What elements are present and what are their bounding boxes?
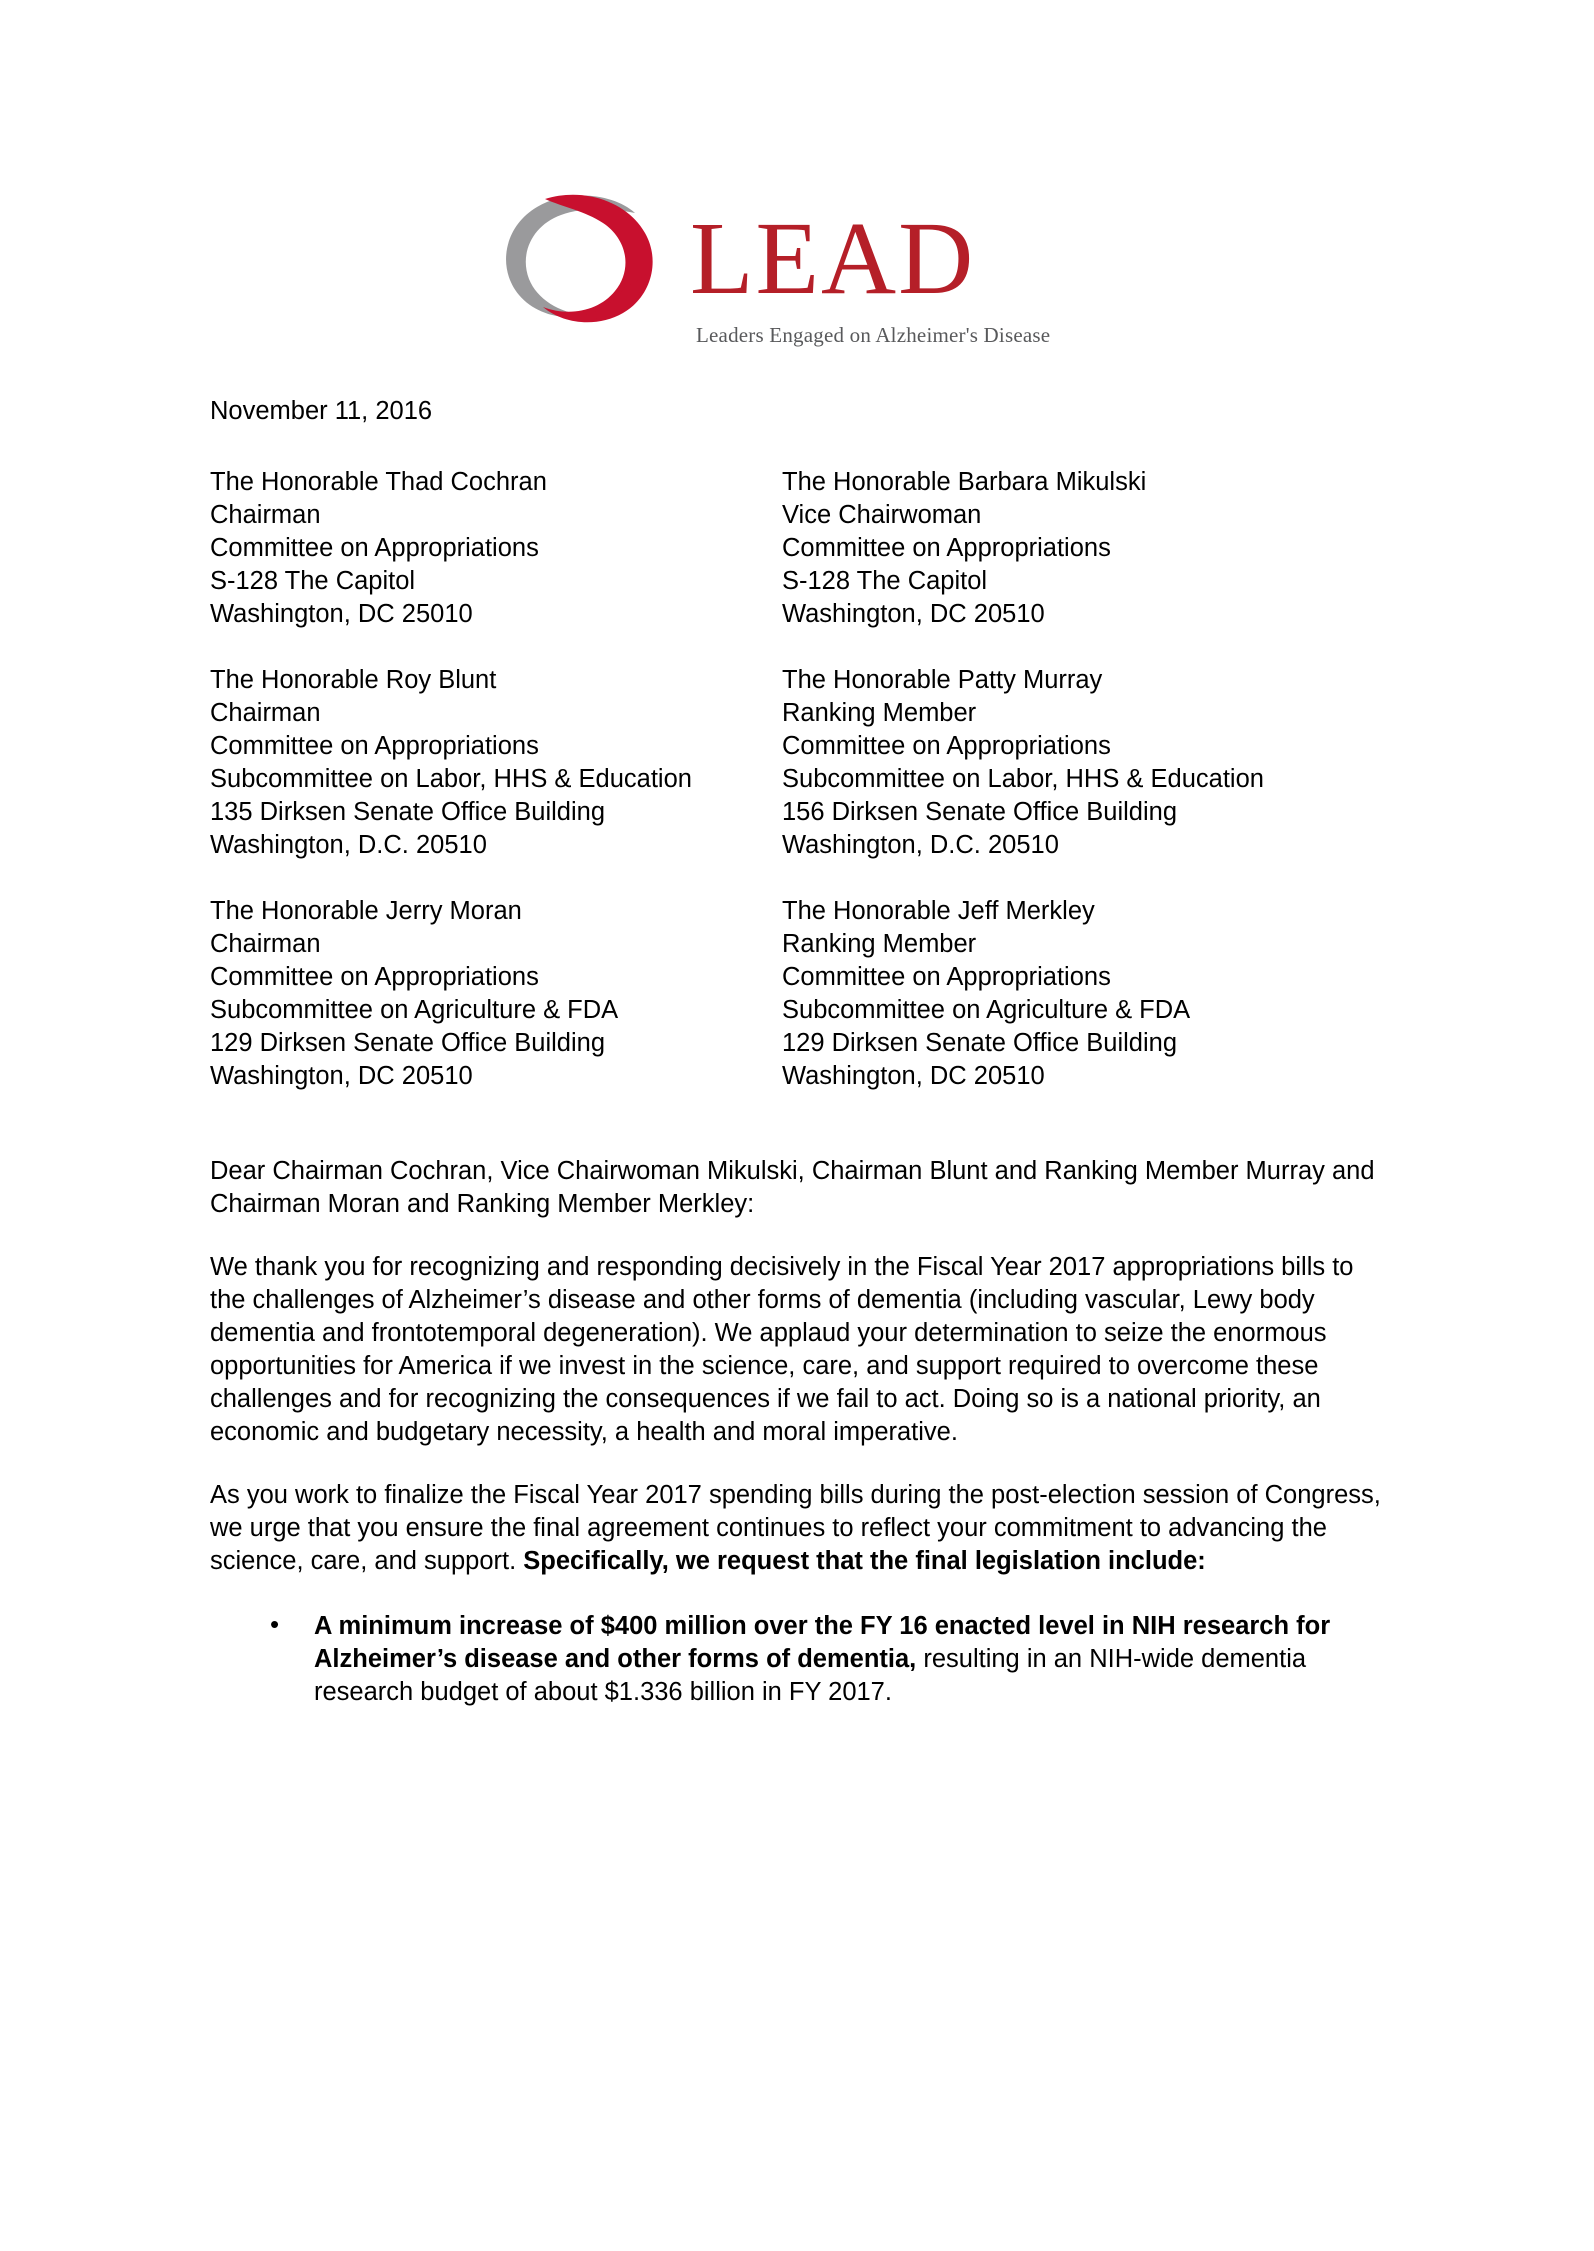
recipient-line: Ranking Member — [782, 930, 977, 958]
document-page — [0, 185, 1594, 2251]
recipient-line: Subcommittee on Labor, HHS & Education — [210, 765, 692, 793]
recipient-line: Chairman — [210, 930, 321, 958]
salutation: Dear Chairman Cochran, Vice Chairwoman Mikulski, Chairman Blunt and Ranking Member Murray and Chairman Moran and Ranking Member Merkley: — [210, 1157, 1375, 1218]
paragraph-2-bold: Specifically, we request that the final legislation include: — [523, 1547, 1206, 1575]
logo-wordmark: LEAD — [690, 201, 976, 316]
recipient-line: Subcommittee on Agriculture & FDA — [210, 996, 619, 1024]
recipient-line: The Honorable Jerry Moran — [210, 897, 522, 925]
list-item — [262, 1610, 1384, 1709]
recipient-line: 135 Dirksen Senate Office Building — [210, 798, 606, 826]
recipient-line: Subcommittee on Agriculture & FDA — [782, 996, 1191, 1024]
recipient-line: Subcommittee on Labor, HHS & Education — [782, 765, 1264, 793]
letterhead-logo — [210, 185, 1384, 385]
recipient-block — [210, 664, 782, 862]
recipient-line: S-128 The Capitol — [210, 567, 416, 595]
recipient-block — [782, 664, 1384, 862]
recipient-line: Washington, D.C. 20510 — [210, 831, 487, 859]
recipient-line: Chairman — [210, 501, 321, 529]
list-item-bold: A minimum increase of $400 million over the FY 16 enacted level in NIH research for Alzheimer’s disease and other forms of dementia, — [314, 1612, 1331, 1673]
lead-swoosh-logo — [485, 191, 680, 331]
letter-date: November 11, 2016 — [210, 397, 433, 425]
recipient-line: The Honorable Patty Murray — [782, 666, 1103, 694]
recipient-line: Washington, D.C. 20510 — [782, 831, 1059, 859]
recipient-line: Vice Chairwoman — [782, 501, 982, 529]
recipient-line: Washington, DC 20510 — [210, 1062, 473, 1090]
recipient-block — [782, 466, 1384, 631]
recipient-line: Committee on Appropriations — [782, 534, 1111, 562]
recipient-line: Committee on Appropriations — [782, 963, 1111, 991]
recipient-block — [210, 895, 782, 1093]
recipient-line: S-128 The Capitol — [782, 567, 988, 595]
letter-body — [210, 395, 1384, 1709]
recipient-line: Chairman — [210, 699, 321, 727]
recipient-line: The Honorable Barbara Mikulski — [782, 468, 1147, 496]
request-list — [210, 1610, 1384, 1709]
recipient-line: 129 Dirksen Senate Office Building — [210, 1029, 606, 1057]
recipient-grid — [210, 466, 1384, 1093]
recipient-line: Washington, DC 20510 — [782, 1062, 1045, 1090]
list-item-plain: resulting in an NIH-wide dementia research budget of about $1.336 billion in FY 2017. — [314, 1645, 1307, 1706]
recipient-line: 156 Dirksen Senate Office Building — [782, 798, 1178, 826]
paragraph-2 — [210, 1479, 1384, 1578]
recipient-line: Committee on Appropriations — [210, 963, 539, 991]
recipient-line: Ranking Member — [782, 699, 977, 727]
recipient-line: 129 Dirksen Senate Office Building — [782, 1029, 1178, 1057]
paragraph-2-plain: As you work to finalize the Fiscal Year 2017 spending bills during the post-election session of Congress, we urge that you ensure the final agreement continues to reflect your commitment to advancing the science, care, and support. — [210, 1481, 1381, 1575]
recipient-line: The Honorable Thad Cochran — [210, 468, 547, 496]
recipient-line: Committee on Appropriations — [210, 732, 539, 760]
logo-tagline: Leaders Engaged on Alzheimer's Disease — [696, 323, 1051, 347]
paragraph-1: We thank you for recognizing and responding decisively in the Fiscal Year 2017 appropriations bills to the challenges of Alzheimer’s disease and other forms of dementia (including vascular, Lewy body dementia and frontotemporal degeneration). We applaud your determination to seize the enormous opportunities for America if we invest in the science, care, and support required to overcome these challenges and for recognizing the consequences if we fail to act. Doing so is a national priority, an economic and budgetary necessity, a health and moral imperative. — [210, 1253, 1354, 1446]
recipient-block — [782, 895, 1384, 1093]
recipient-line: The Honorable Jeff Merkley — [782, 897, 1095, 925]
recipient-line: The Honorable Roy Blunt — [210, 666, 497, 694]
recipient-line: Washington, DC 25010 — [210, 600, 473, 628]
recipient-line: Washington, DC 20510 — [782, 600, 1045, 628]
recipient-block — [210, 466, 782, 631]
recipient-line: Committee on Appropriations — [210, 534, 539, 562]
recipient-line: Committee on Appropriations — [782, 732, 1111, 760]
logo-text — [690, 185, 1050, 348]
